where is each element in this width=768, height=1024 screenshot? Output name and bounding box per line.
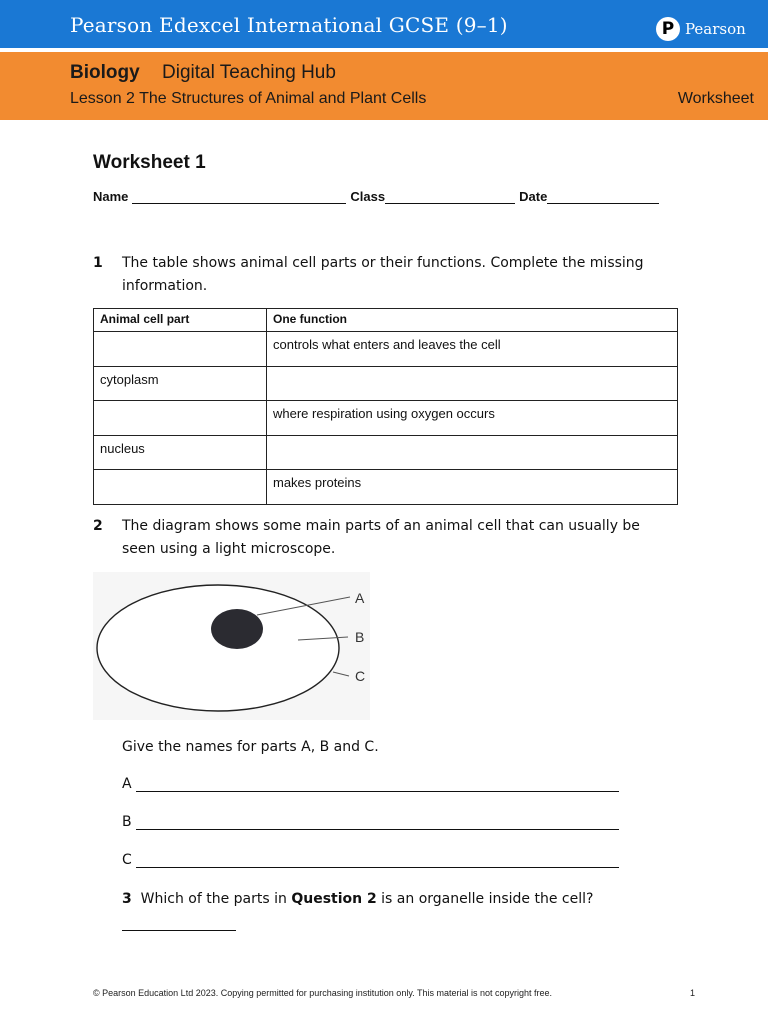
name-field[interactable] xyxy=(132,192,346,204)
copyright-footer: © Pearson Education Ltd 2023. Copying permitted for purchasing institution only. This material is not copyright free. xyxy=(93,988,553,998)
nucleus-shape xyxy=(211,609,263,649)
answer-3-field[interactable] xyxy=(122,918,236,931)
function-cell: controls what enters and leaves the cell xyxy=(267,332,678,367)
question-2-text: The diagram shows some main parts of an animal cell that can usually be seen using a light microscope. xyxy=(122,518,640,557)
hub-title: Digital Teaching Hub xyxy=(162,62,336,83)
pearson-logo-icon: P xyxy=(656,17,680,41)
table-row xyxy=(94,470,678,505)
table-row xyxy=(94,332,678,367)
column-header-part: Animal cell part xyxy=(94,309,267,332)
class-field[interactable] xyxy=(385,192,515,204)
document-type: Worksheet xyxy=(677,90,754,107)
worksheet-title: Worksheet 1 xyxy=(93,152,206,173)
table-row xyxy=(94,401,678,436)
table-row xyxy=(94,435,678,470)
qualification-title: Pearson Edexcel International GCSE (9–1) xyxy=(70,13,508,37)
column-header-function: One function xyxy=(267,309,678,332)
function-cell[interactable] xyxy=(267,435,678,470)
subject-title: Biology xyxy=(70,62,140,83)
label-a: A xyxy=(355,590,365,606)
top-header-bar xyxy=(0,0,768,48)
table-header-row xyxy=(94,309,678,332)
answer-b-row xyxy=(122,814,619,830)
answer-b-label: B xyxy=(122,814,132,830)
question-3-number: 3 xyxy=(122,891,132,907)
subject-header-bar xyxy=(0,52,768,120)
question-3-text-bold: Question 2 xyxy=(291,891,377,907)
question-3-text xyxy=(122,888,593,911)
part-cell: nucleus xyxy=(94,435,267,470)
function-cell: where respiration using oxygen occurs xyxy=(267,401,678,436)
part-cell: cytoplasm xyxy=(94,366,267,401)
pearson-logo xyxy=(656,17,746,41)
name-label: Name xyxy=(93,189,129,204)
question-2-prompt: Give the names for parts A, B and C. xyxy=(122,739,379,755)
answer-c-row xyxy=(122,852,619,868)
part-cell[interactable] xyxy=(94,470,267,505)
part-cell[interactable] xyxy=(94,332,267,367)
label-b: B xyxy=(355,629,365,645)
question-2-number: 2 xyxy=(93,518,103,534)
date-field[interactable] xyxy=(547,192,659,204)
answer-a-field[interactable] xyxy=(136,778,619,792)
pearson-logo-text: Pearson xyxy=(685,20,746,38)
label-c: C xyxy=(355,668,366,684)
class-label: Class xyxy=(350,189,386,204)
cell-membrane-outline xyxy=(97,585,339,711)
table-row xyxy=(94,366,678,401)
question-3-text-before: Which of the parts in xyxy=(140,891,292,907)
date-label: Date xyxy=(519,189,548,204)
question-3-text-after: is an organelle inside the cell? xyxy=(376,891,594,907)
lesson-title: Lesson 2 The Structures of Animal and Plant Cells xyxy=(70,90,427,107)
answer-c-field[interactable] xyxy=(136,854,619,868)
function-cell: makes proteins xyxy=(267,470,678,505)
question-1-number: 1 xyxy=(93,255,103,271)
question-1-text: The table shows animal cell parts or their functions. Complete the missing information. xyxy=(122,255,644,294)
animal-cell-diagram xyxy=(93,572,370,720)
label-c-pointer xyxy=(333,672,349,676)
answer-c-label: C xyxy=(122,852,132,868)
answer-b-field[interactable] xyxy=(136,816,619,830)
cell-parts-table xyxy=(93,308,678,505)
student-info-row xyxy=(93,189,659,204)
answer-a-label: A xyxy=(122,776,132,792)
part-cell[interactable] xyxy=(94,401,267,436)
answer-a-row xyxy=(122,776,619,792)
page-number: 1 xyxy=(690,988,696,998)
function-cell[interactable] xyxy=(267,366,678,401)
